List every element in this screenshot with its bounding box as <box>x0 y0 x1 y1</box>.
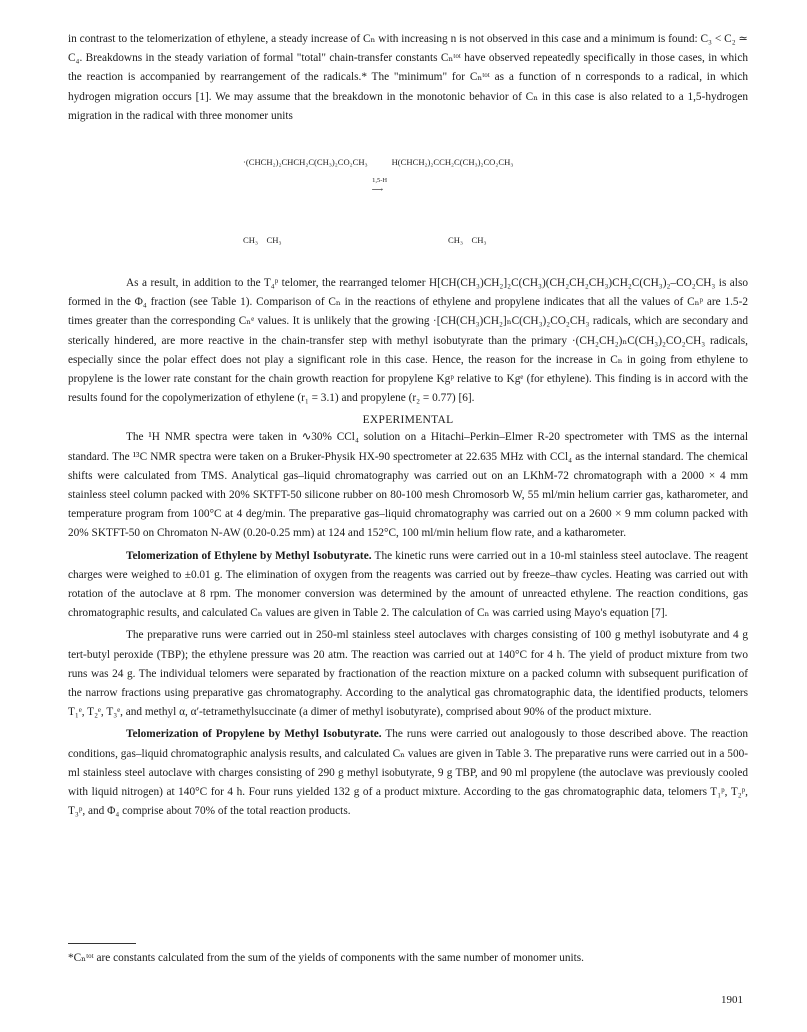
paragraph-ethylene-text: The kinetic runs were carried out in a 10-ml stainless steel autoclave. The reagent charges were weighed to ±0.01 g. The elimination of oxygen from the reagents was carried out by freeze–thaw cycles. Heating was carried out with rotation of the autoclave at 8 rpm. The monomer conversion was determined by the amount of unreacted ethylene. The reaction conditions, gas chromatographic results, and calculated Cₙ values are given in Table 2. The calculation of Cₙ was carried using Mayo's equation [7]. <box>68 549 749 620</box>
reaction-scheme <box>243 132 748 270</box>
footnote-divider <box>68 943 136 944</box>
paragraph-propylene-text: The runs were carried out analogously to those described above. The reaction conditions, gas–liquid chromatographic analysis results, and calculated Cₙ values are given in Table 3. The preparative runs were carried out in a 500-ml stainless steel autoclave with charges consisting of 290 g methyl isobutyrate, 9 g TBP, and 90 ml propylene (the autoclave was previously cooled with liquid nitrogen) at 140°C for 4 h. Four runs yielded 132 g of a product mixture. According to the gas chromatographic data, telomers T₁ᵖ, T₂ᵖ, T₃ᵖ, and Φ₄ comprise about 70% of the total reaction products. <box>68 728 748 818</box>
scheme-reactant-substituents: CH₃ CH₃ <box>243 235 282 246</box>
scheme-product: H(CHCH₂)₂CCH₂C(CH₃)₂CO₂CH₃ <box>391 157 514 168</box>
scheme-product-substituents: CH₃ CH₃ <box>448 235 487 246</box>
paragraph-ethylene <box>68 547 748 624</box>
paragraph-result: As a result, in addition to the T₄ᵖ telomer, the rearranged telomer H[CH(CH₃)CH₂]₂C(CH₃)(CH₂CH₂CH₃)CH₂C(CH₃)₂–CO₂CH₃ is also formed in the Φ₄ fraction (see Table 1). Comparison of Cₙ in the reactions of ethylene and propylene indicates that all the values of Cₙᵖ are 1.5-2 times greater than the corresponding Cₙᵉ values. It is unlikely that the growing ·[CH(CH₃)CH₂]ₙC(CH₃)₂CO₂CH₃ radicals, which are secondary and sterically hindered, are more reactive in the chain-transfer step with methyl isobutyrate than the primary ·(CH₂CH₂)ₙC(CH₃)₂CO₂CH₃ radicals, especially since the polar effect does not play a significant role in this case. Hence, the reason for the increase in Cₙ in going from ethylene to propylene is the lower rate constant for the chain growth reaction for propylene Kgᵖ relative to Kgᵉ (for ethylene). This finding is in accord with the results found for the copolymerization of ethylene (r₁ = 3.1) and propylene (r₂ = 0.77) [6]. <box>68 277 748 405</box>
paragraph-nmr: The ¹H NMR spectra were taken in ∿30% CCl₄ solution on a Hitachi–Perkin–Elmer R-20 spectrometer with TMS as the internal standard. The ¹³C NMR spectra were taken on a Bruker-Physik HX-90 spectrometer at 22.635 MHz with CCl₄ as the internal standard. The chemical shifts were calculated from TMS. Analytical gas–liquid chromatography was carried out on an LKhM-72 chromatograph with a 2000 × 4 mm stainless steel column packed with 20% SKTFT-50 silicone rubber on 80-100 mesh Chromosorb W, 55 ml/min helium carrier gas, katharometer, and temperature program from 100°C at 4 deg/min. The preparative gas–liquid chromatography was carried out on a 2600 × 9 mm column packed with 20% SKTFT-50 on Chromaton N-AW (0.20-0.25 mm) at 124 and 152°C, 100 ml/min helium flow rate, and a katharometer. <box>68 431 748 540</box>
arrow-label: 1,5-H <box>372 177 388 185</box>
paragraph-intro: in contrast to the telomerization of ethylene, a steady increase of Cₙ with increasing n is not observed in this case and a minimum is found: C₃ < C₂ ≃ C₄. Breakdowns in the steady variation of formal "total" chain-transfer constants Cₙᵗᵒᵗ have observed repeatedly specifically in those cases, in which the reaction is accompanied by rearrangement of the radicals.* The "minimum" for Cₙᵗᵒᵗ as a function of n corresponds to a radical, in which hydrogen migration occurs [1]. We may assume that the breakdown in the monotonic behavior of Cₙ in this case is also related to a 1,5-hydrogen migration in the radical with three monomer units <box>68 33 748 122</box>
run-in-title-propylene: Telomerization of Propylene by Methyl Isobutyrate. <box>126 728 382 741</box>
run-in-title-ethylene: Telomerization of Ethylene by Methyl Isobutyrate. <box>126 549 372 562</box>
footnote: *Cₙᵗᵒᵗ are constants calculated from the sum of the yields of components with the same number of monomer units. <box>68 952 584 964</box>
paragraph-propylene <box>68 725 748 821</box>
scheme-reactant: ·(CHCH₂)₂CHCH₂C(CH₃)₂CO₂CH₃ <box>243 157 368 168</box>
reaction-arrow-icon: 1,5-H ⟶ <box>371 177 388 195</box>
page-body <box>68 30 748 822</box>
paragraph-preparative: The preparative runs were carried out in 250-ml stainless steel autoclaves with charges consisting of 100 g methyl isobutyrate and 4 g tert-butyl peroxide (TBP); the ethylene pressure was 20 atm. The reaction was carried out at 140°C for 4 h. The yield of product mixture from two runs was 24 g. The individual telomers were separated by fractionation of the reaction mixture on a packed column with subsequent purification of the narrow fractions using preparative gas chromatography. According to the analytical gas chromatographic data, the identified products, telomers T₁ᵉ, T₂ᵉ, T₃ᵉ, and methyl α, α′-tetramethylsuccinate (a dimer of methyl isobutyrate), comprised about 90% of the product mixture. <box>68 629 748 719</box>
page-number: 1901 <box>721 994 743 1006</box>
section-heading-experimental: EXPERIMENTAL <box>362 414 454 427</box>
